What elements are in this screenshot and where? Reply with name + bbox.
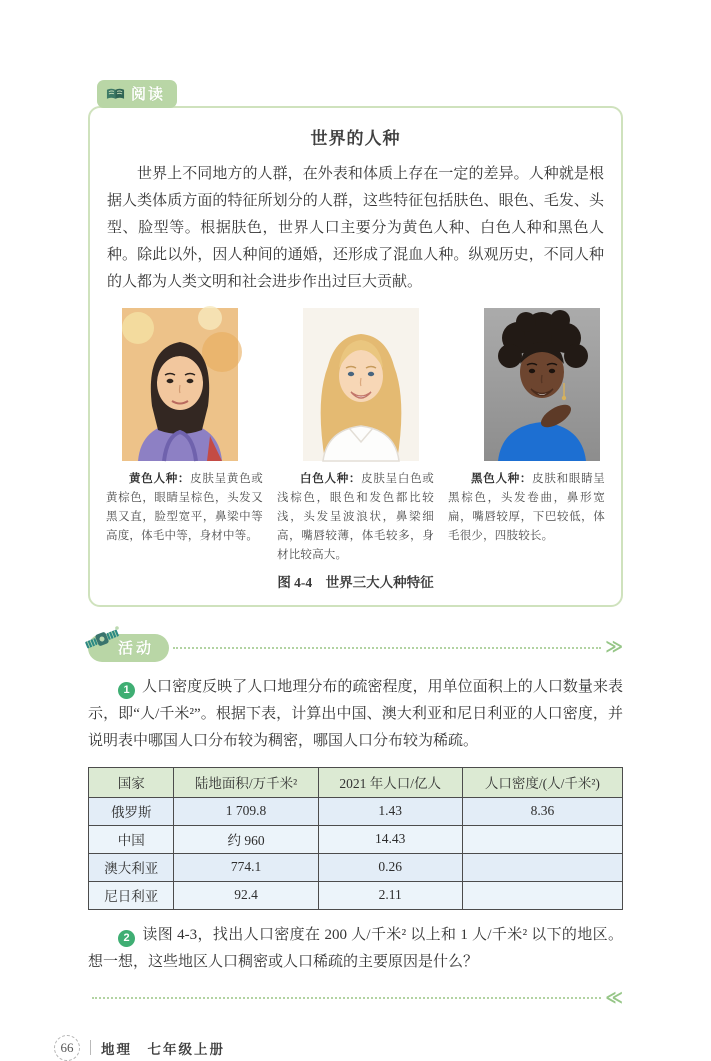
- satellite-icon: [81, 623, 123, 654]
- table-cell: 约 960: [174, 825, 318, 853]
- table-cell: 俄罗斯: [89, 797, 174, 825]
- item-number-badge: 1: [118, 682, 135, 699]
- book-title: 地理 七年级上册: [101, 1041, 225, 1057]
- table-cell: 92.4: [174, 881, 318, 909]
- yellow-race-caption: [106, 470, 263, 565]
- table-row-china: [89, 825, 623, 853]
- header-cell-country: 国家: [89, 767, 174, 797]
- table-row-nigeria: [89, 881, 623, 909]
- table-cell: 尼日利亚: [89, 881, 174, 909]
- double-chevron-left-icon: ≪: [605, 987, 623, 1008]
- reading-tab-label: 阅读: [131, 86, 166, 103]
- population-density-table: [88, 767, 623, 910]
- reading-section: [88, 80, 623, 607]
- white-race-photo: [303, 308, 419, 461]
- reading-paragraph: 世界上不同地方的人群，在外表和体质上存在一定的差异。人种就是根据人类体质方面的特征所划分的人群，这些特征包括肤色、眼色、毛发、头型、脸型等。根据肤色，世界人口主要分为黄色人种、白色人种和黑色人种。除此以外，因人种间的通婚，还形成了混血人种。纵观历史，不同人种的人都为人类文明和社会进步作出过巨大贡献。: [107, 165, 604, 290]
- activity-item-1: [88, 674, 623, 755]
- reading-tab: [97, 80, 177, 108]
- race-name: 黑色人种：: [471, 472, 533, 485]
- table-cell: 0.26: [318, 853, 462, 881]
- header-cell-land-area: 陆地面积/万千米²: [174, 767, 318, 797]
- table-cell: 2.11: [318, 881, 462, 909]
- page-footer: [54, 1035, 623, 1061]
- table-cell: 14.43: [318, 825, 462, 853]
- book-icon: [106, 87, 125, 101]
- footer-divider: [90, 1040, 91, 1055]
- table-cell: 8.36: [462, 797, 622, 825]
- race-description: 皮肤呈黄色或黄棕色，眼睛呈棕色，头发又黑又直，脸型宽平，鼻梁中等高度，体毛中等，身材中等。: [106, 472, 264, 542]
- race-name: 黄色人种：: [129, 472, 191, 485]
- table-cell: [462, 825, 622, 853]
- race-photos: [106, 308, 605, 461]
- dotted-leader: [92, 997, 601, 999]
- reading-box: [88, 106, 623, 607]
- table-cell: 1.43: [318, 797, 462, 825]
- table-cell: 中国: [89, 825, 174, 853]
- dotted-leader: [173, 647, 601, 649]
- race-name: 白色人种：: [300, 472, 362, 485]
- item-number-badge: 2: [118, 930, 135, 947]
- race-description: 皮肤和眼睛呈黑棕色，头发卷曲，鼻形宽扁，嘴唇较厚，下巴较低，体毛很少，四肢较长。: [448, 472, 606, 542]
- race-captions: [106, 470, 605, 565]
- table-row-australia: [89, 853, 623, 881]
- race-description: 皮肤呈白色或浅棕色，眼色和发色都比较浅，头发呈波浪状，鼻梁细高，嘴唇较薄，体毛较多，身材比较高大。: [277, 472, 435, 561]
- header-cell-density: 人口密度/(人/千米²): [462, 767, 622, 797]
- activity-tab-label: 活动: [118, 639, 155, 657]
- white-race-caption: [277, 470, 434, 565]
- table-cell: [462, 881, 622, 909]
- table-row-russia: [89, 797, 623, 825]
- activity-section: [88, 634, 623, 1007]
- table-cell: 1 709.8: [174, 797, 318, 825]
- table-header-row: [89, 767, 623, 797]
- activity-footer-rule: [88, 987, 623, 1008]
- reading-title: 世界的人种: [310, 128, 401, 148]
- activity-header: [88, 634, 623, 662]
- figure-caption: 图 4-4 世界三大人种特征: [277, 574, 434, 590]
- header-cell-population: 2021 年人口/亿人: [318, 767, 462, 797]
- table-cell: [462, 853, 622, 881]
- table-cell: 774.1: [174, 853, 318, 881]
- activity-item-text: 读图 4-3，找出人口密度在 200 人/千米² 以上和 1 人/千米² 以下的地区。想一想，这些地区人口稠密或人口稀疏的主要原因是什么？: [88, 926, 623, 970]
- activity-tab: [88, 634, 169, 662]
- yellow-race-photo: [122, 308, 238, 461]
- black-race-photo: [484, 308, 600, 461]
- double-chevron-right-icon: ≫: [605, 637, 623, 657]
- page-number: 66: [54, 1035, 80, 1061]
- black-race-caption: [448, 470, 605, 565]
- activity-item-text: 人口密度反映了人口地理分布的疏密程度，用单位面积上的人口数量来表示，即“人/千米²”。根据下表，计算出中国、澳大利亚和尼日利亚的人口密度，并说明表中哪国人口分布较为稠密，哪国人口分布较为稀疏。: [88, 678, 623, 749]
- activity-item-2: [88, 922, 623, 976]
- table-cell: 澳大利亚: [89, 853, 174, 881]
